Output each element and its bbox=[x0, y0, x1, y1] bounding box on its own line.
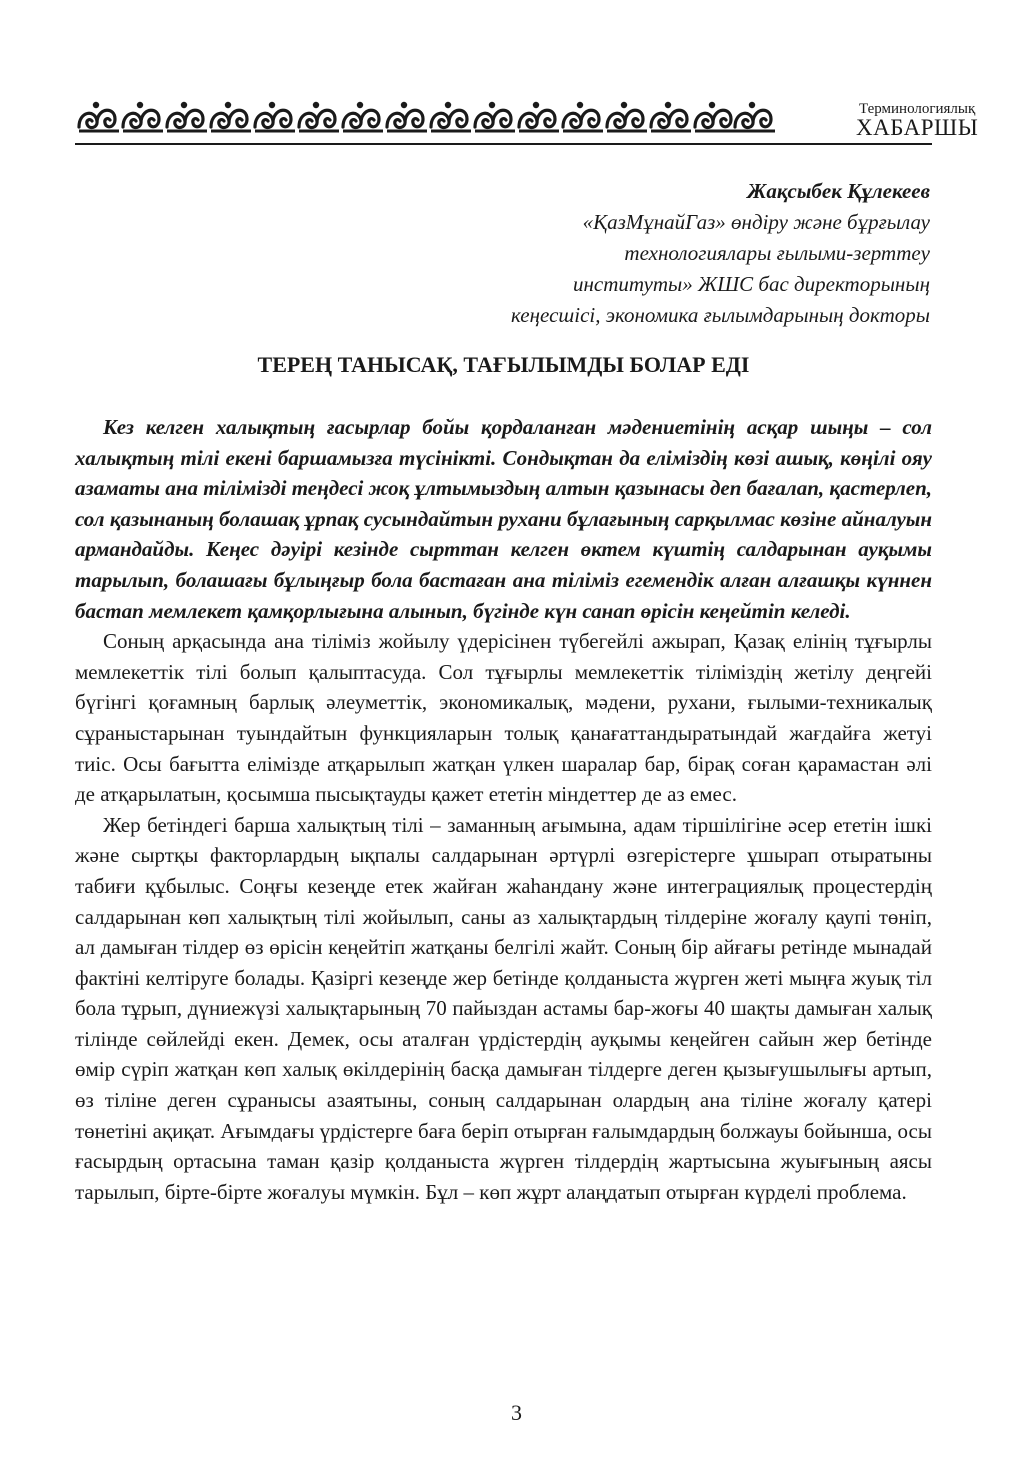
body-paragraph: Соның арқасында ана тіліміз жойылу үдерісінен түбегейлі ажырап, Қазақ елінің тұғырлы мемлекеттік тілі болып қалыптасуда. Сол тұғырлы мемлекеттік тіліміздің жетілу деңгейі бүгінгі қоғамның барлық әлеуметтік, экономикалық, мәдени, рухани, ғылыми-техникалық сұраныстарынан туындайтын функцияларын толық қанағаттандыратындай жағдайға жетуі тиіс. Осы бағытта елімізде атқарылып жатқан үлкен шаралар бар, бірақ соған қарамастан әлі де атқарылатын, қосымша пысықтауды қажет ететін міндеттер де аз емес. bbox=[75, 629, 932, 807]
journal-subtitle: Терминологиялық bbox=[859, 101, 976, 117]
author-affiliation-line: институты» ЖШС бас директорының bbox=[573, 272, 930, 296]
ornament-border bbox=[75, 97, 775, 137]
lead-paragraph: Кез келген халықтың ғасырлар бойы қордаланған мәдениетінің асқар шыңы – сол халықтың тілі екені баршамызға түсінікті. Сондықтан да еліміздің көзі ашық, көңілі ояу азаматы ана тілімізді теңдесі жоқ ұлтымыздың алтын қазынасы деп бағалап, қастерлеп, сол қазынаның болашақ ұрпақ сусындайтын рухани бұлағының сарқылмас көзіне айналуын армандайды. Кеңес дәуірі кезінде сырттан келген өктем күштің салдарынан ауқымы тарылып, болашағы бұлыңғыр бола бастаған ана тіліміз егемендік алған алғашқы күннен бастап мемлекет қамқорлығына алынып, бүгінде күн санап өрісін кеңейтіп келеді. bbox=[75, 415, 932, 623]
author-name: Жақсыбек Құлекеев bbox=[747, 179, 930, 203]
article-title: ТЕРЕҢ ТАНЫСАҚ, ТАҒЫЛЫМДЫ БОЛАР ЕДІ bbox=[257, 352, 750, 377]
body-paragraph: Жер бетіндегі барша халықтың тілі – заманның ағымына, адам тіршілігіне әсер ететін ішкі және сыртқы факторлардың ықпалы салдарынан әртүрлі өзгерістерге ұшырап отыратыны табиғи құбылыс. Соңғы кезеңде етек жайған жаһандану және интеграциялық процестердің салдарынан көп халықтың тілі жойылып, саны аз халықтардың тілдеріне жоғалу қаупі төніп, ал дамыған тілдер өз өрісін кеңейтіп жатқаны белгілі жайт. Соның бір айғағы ретінде мынадай фактіні келтіруге болады. Қазіргі кезеңде жер бетінде қолданыста жүрген жеті мыңға жуық тіл бола тұрып, дүниежүзі халықтарының 70 пайыздан астамы бар-жоғы 40 шақты дамыған халық тілінде сөйлейді екен. Демек, осы аталған үрдістердің ауқымы кеңейген сайын жер бетінде өмір сүріп жатқан көп халық өкілдерінің басқа дамыған тілдерге деген қызығушылығы артып, өз тіліне деген сұранысы азаятыны, соның салдарынан олардың ана тіліне жоғалу қатері төнетіні ақиқат. Ағымдағы үрдістерге баға беріп отырған ғалымдардың болжауы бойынша, осы ғасырдың ортасына таман қазір қолданыста жүрген тілдердің жартысына жуығының аясы тарылып, бірте-бірте жоғалуы мүмкін. Бұл – көп жұрт алаңдатып отырған күрделі проблема. bbox=[75, 812, 932, 1204]
author-affiliation-line: технологиялары ғылыми-зерттеу bbox=[624, 241, 930, 265]
page-number: 3 bbox=[511, 1400, 522, 1425]
author-affiliation-line: «ҚазМұнайГаз» өндіру және бұрғылау bbox=[582, 210, 930, 234]
article-body bbox=[75, 412, 932, 1207]
author-block bbox=[511, 176, 930, 331]
page-header bbox=[75, 95, 979, 145]
header-rule bbox=[75, 143, 932, 145]
author-affiliation-line: кеңесшісі, экономика ғылымдарының докторы bbox=[510, 303, 930, 327]
journal-title: ХАБАРШЫ bbox=[856, 115, 979, 140]
